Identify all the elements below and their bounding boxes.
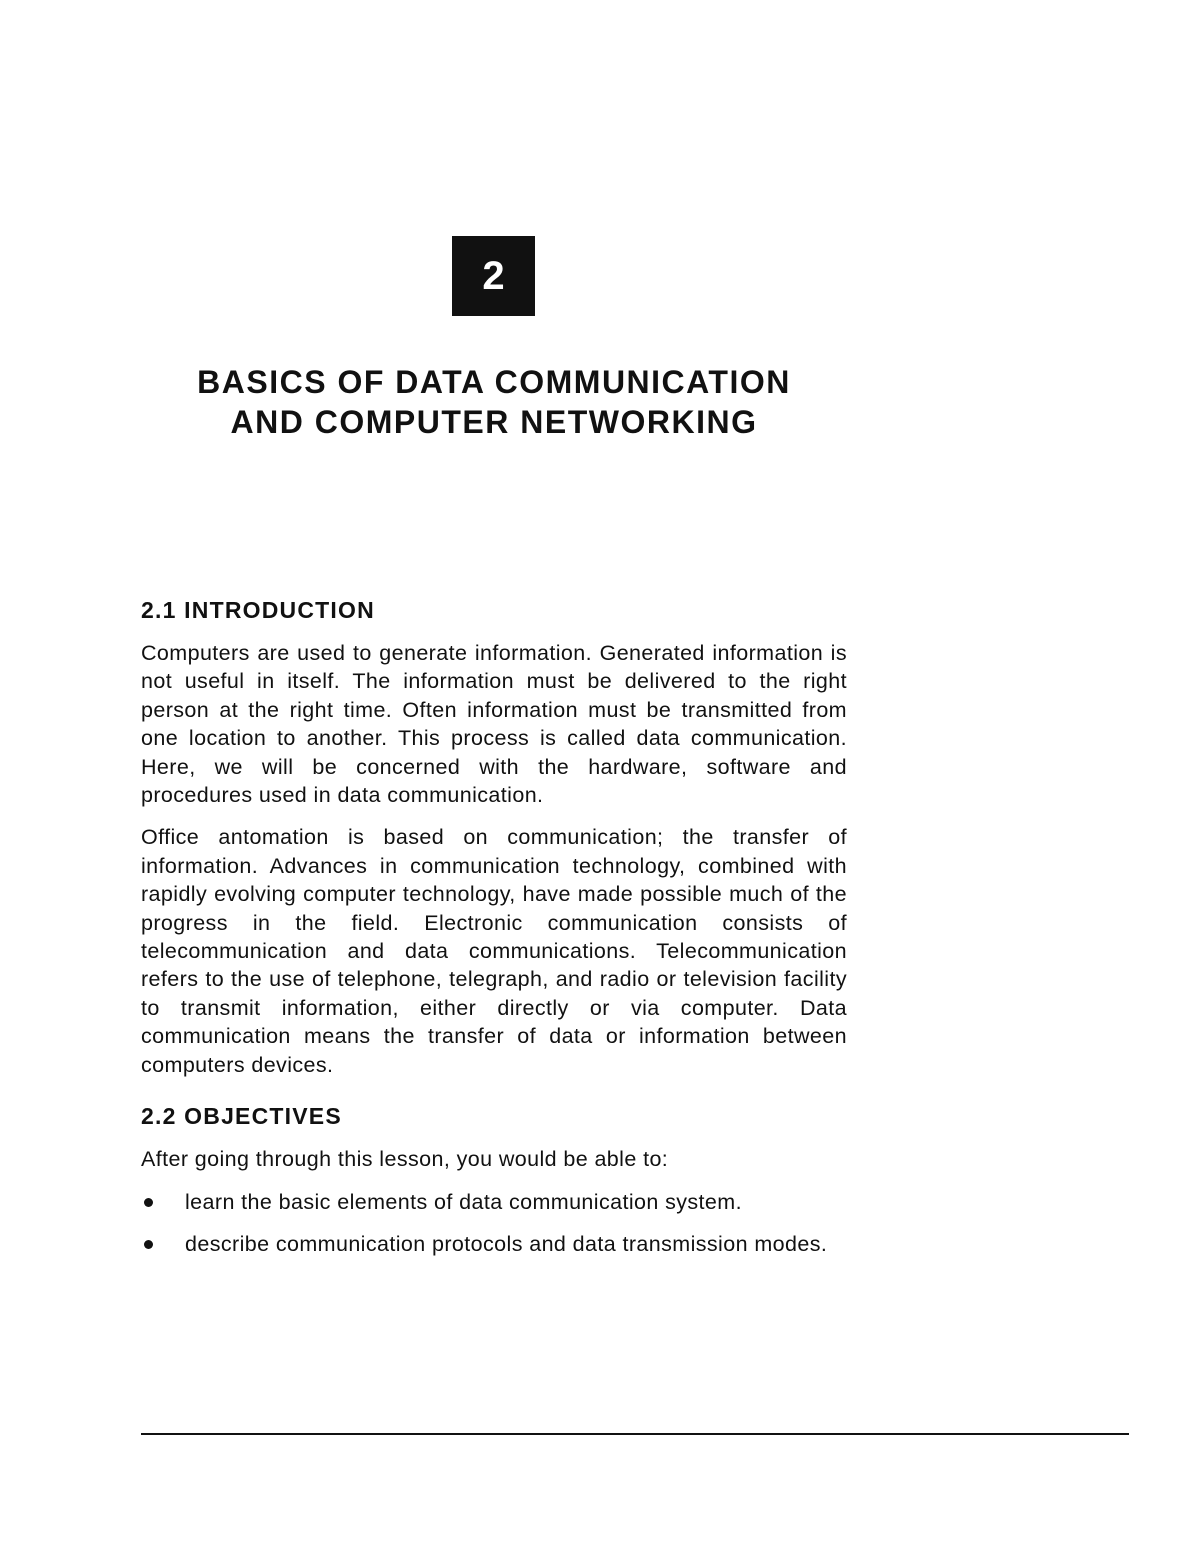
objectives-intro: After going through this lesson, you would be able to: (141, 1147, 669, 1172)
list-item-text: learn the basic elements of data communication system. (185, 1189, 742, 1214)
bullet-icon (141, 1188, 185, 1216)
page-content (141, 595, 847, 1272)
introduction-paragraph-2: Office antomation is based on communication; the transfer of information. Advances in communication technology, combined with rapidly evolving computer technology, have made possible much of the progress in the field. Electronic communication consists of telecommunication and data communications. Telecommunication refers to the use of telephone, telegraph, and radio or television facility to transmit information, either directly or via computer. Data communication means the transfer of data or information between computers devices. (141, 825, 847, 1077)
bullet-icon (141, 1230, 185, 1258)
chapter-title (140, 362, 848, 442)
section-heading-introduction: 2.1 INTRODUCTION (141, 597, 375, 623)
list-item-text: describe communication protocols and data transmission modes. (185, 1231, 828, 1256)
introduction-paragraph-1: Computers are used to generate information. Generated information is not useful in itself. The information must be delivered to the right person at the right time. Often information must be transmitted from one location to another. This process is called data communication. Here, we will be concerned with the hardware, software and procedures used in data communication. (141, 641, 847, 808)
chapter-number-box (452, 236, 535, 316)
chapter-number: 2 (482, 253, 505, 298)
list-item (141, 1230, 847, 1258)
chapter-title-line-2: AND COMPUTER NETWORKING (230, 404, 758, 440)
section-heading-objectives: 2.2 OBJECTIVES (141, 1103, 342, 1130)
objectives-list (141, 1188, 847, 1259)
footer-divider (141, 1433, 1129, 1435)
chapter-title-line-1: BASICS OF DATA COMMUNICATION (197, 364, 791, 400)
list-item (141, 1188, 847, 1216)
